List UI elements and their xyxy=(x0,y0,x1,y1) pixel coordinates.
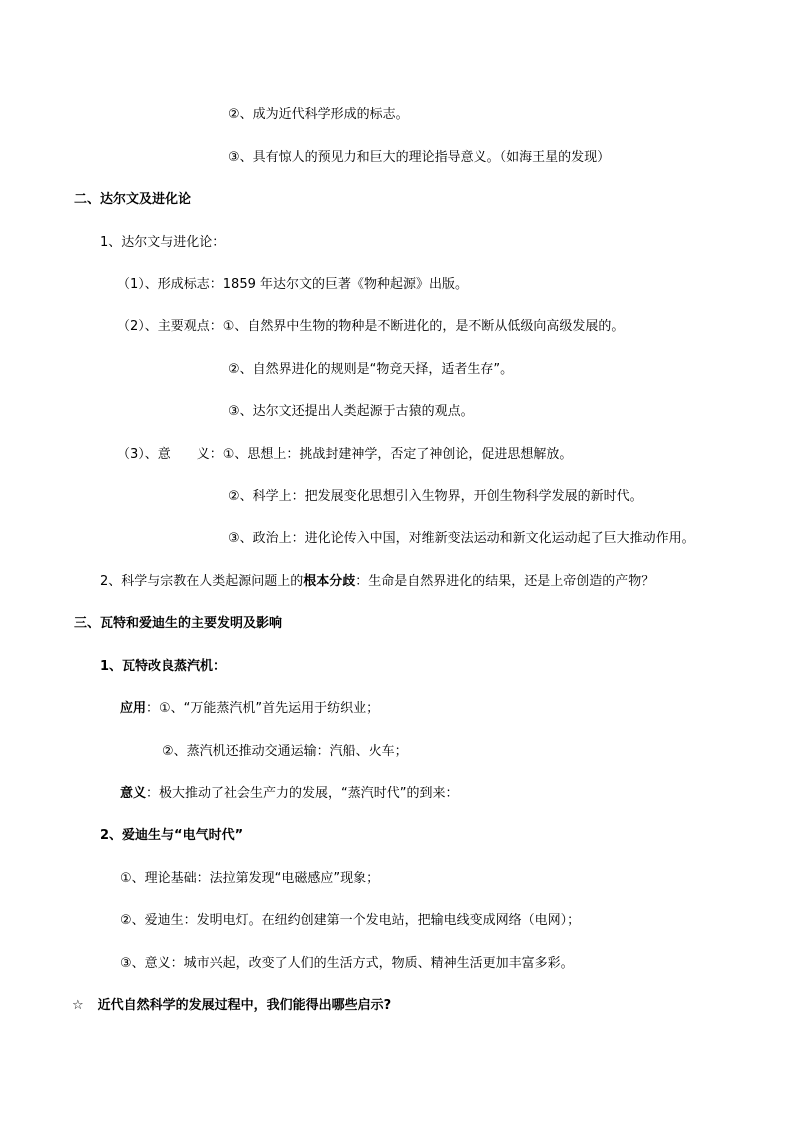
point-3-text: ③、具有惊人的预见力和巨大的理论指导意义。（如海王星的发现） xyxy=(228,150,611,165)
section-3-heading: 三、瓦特和爱迪生的主要发明及影响 xyxy=(74,616,283,631)
significance-2: ②、科学上：把发展变化思想引入生物界，开创生物科学发展的新时代。 xyxy=(228,489,643,504)
application-text: ：①、“万能蒸汽机”首先运用于纺织业； xyxy=(146,701,380,716)
meaning-line xyxy=(120,785,459,803)
point-2-text: ②、成为近代科学形成的标志。 xyxy=(228,107,409,122)
meaning-text: ：极大推动了社会生产力的发展，“蒸汽时代”的到来： xyxy=(146,786,459,801)
subsection-3-1-heading: 1、瓦特改良蒸汽机： xyxy=(100,659,227,674)
significance-3: ③、政治上：进化论传入中国，对维新变法运动和新文化运动起了巨大推动作用。 xyxy=(228,531,695,546)
electric-meaning-text: ③、意义：城市兴起，改变了人们的生活方式，物质、精神生活更加丰富多彩。 xyxy=(120,956,574,971)
edison-text: ②、爱迪生：发明电灯。在纽约创建第一个发电站，把输电线变成网络（电网）； xyxy=(120,913,581,928)
main-viewpoint-1: （2）、主要观点：①、自然界中生物的物种是不断进化的，是不断从低级向高级发展的。 xyxy=(117,319,625,334)
application-2-text: ②、蒸汽机还推动交通运输：汽船、火车； xyxy=(162,744,408,759)
application-line xyxy=(120,700,379,718)
final-question xyxy=(72,997,391,1015)
theory-basis-text: ①、理论基础：法拉第发现“电磁感应”现象； xyxy=(120,871,380,886)
main-viewpoint-2: ②、自然界进化的规则是“物竞天择，适者生存”。 xyxy=(228,362,514,377)
star-icon: ☆ xyxy=(72,998,84,1013)
science-religion-suffix: ：生命是自然界进化的结果，还是上帝创造的产物？ xyxy=(355,574,655,589)
formation-mark-text: （1）、形成标志：1859 年达尔文的巨著《物种起源》出版。 xyxy=(117,277,468,292)
subsection-3-2-heading: 2、爱迪生与“电气时代” xyxy=(100,828,244,843)
fundamental-divergence-label: 根本分歧 xyxy=(303,574,356,589)
meaning-label: 意义 xyxy=(120,786,147,801)
significance-1: （3）、意 义：①、思想上：挑战封建神学，否定了神创论，促进思想解放。 xyxy=(117,447,573,462)
application-label: 应用 xyxy=(120,701,147,716)
science-religion-prefix: 2、科学与宗教在人类起源问题上的 xyxy=(100,574,304,589)
final-question-text: 近代自然科学的发展过程中，我们能得出哪些启示? xyxy=(97,998,392,1013)
subsection-2-1-heading: 1、达尔文与进化论： xyxy=(100,235,226,250)
main-viewpoint-3: ③、达尔文还提出人类起源于古猿的观点。 xyxy=(228,404,474,419)
section-2-heading: 二、达尔文及进化论 xyxy=(74,192,192,207)
science-religion-line xyxy=(100,573,654,591)
